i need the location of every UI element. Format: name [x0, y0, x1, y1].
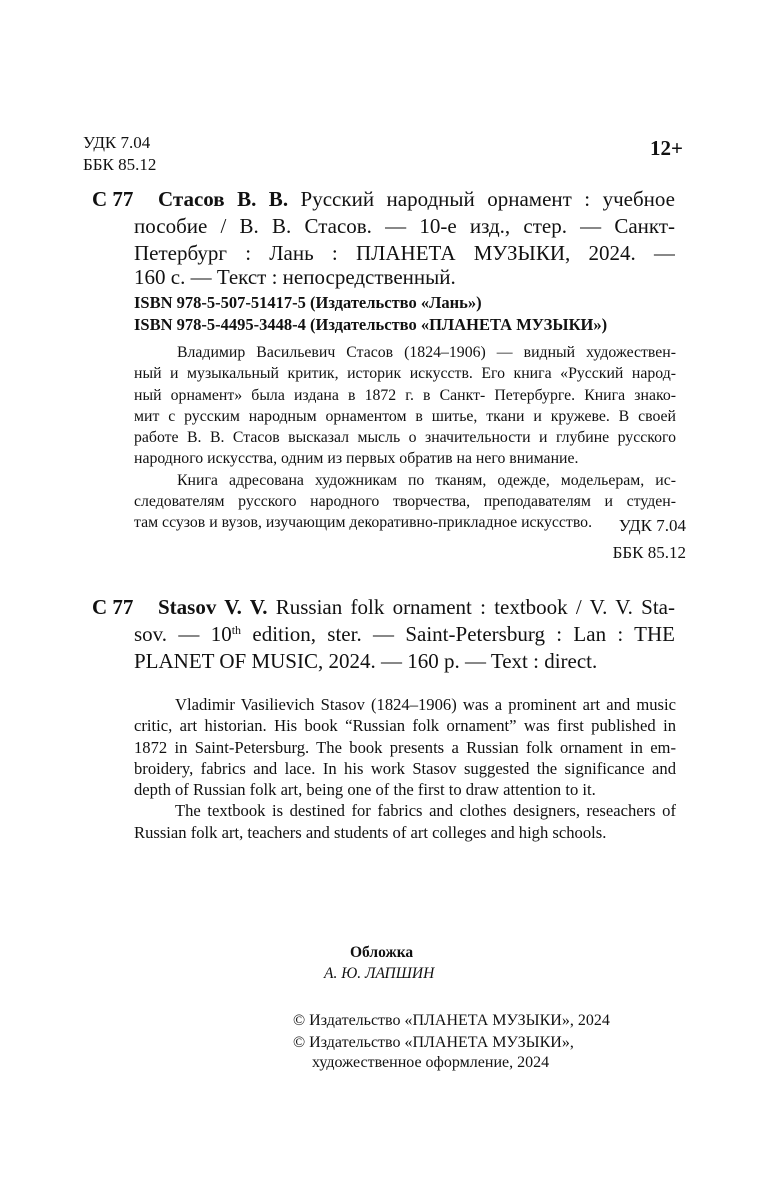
ru-entry-line-3: Петербург : Лань : ПЛАНЕТА МУЗЫКИ, 2024. — [134, 241, 675, 265]
header-bbk: ББК 85.12 [83, 155, 157, 174]
ru-annotation-line: ный и музыкальный критик, историк искусств. Его книга «Русский народ- [134, 365, 676, 383]
en-annotation-line: The textbook is destined for fabrics and clothes designers, reseachers of [175, 801, 676, 821]
isbn-lan: ISBN 978-5-507-51417-5 (Издательство «Лань») [134, 293, 482, 312]
ru-entry-title: Русский народный орнамент : учебное [288, 187, 675, 211]
ru-entry-line-2: пособие / В. В. Стасов. — 10-е изд., стер. — Санкт- [134, 214, 675, 238]
ru-annotation-line: там ссузов и вузов, изучающим декоративно-прикладное искусство. [134, 514, 593, 532]
age-rating: 12+ [650, 136, 683, 160]
cover-label: Обложка [350, 944, 414, 961]
en-annotation-line: Russian folk art, teachers and students of art colleges and high schools. [134, 822, 607, 842]
isbn-planeta-muzyki: ISBN 978-5-4495-3448-4 (Издательство «ПЛАНЕТА МУЗЫКИ») [134, 315, 608, 334]
ru-entry-line-1 [158, 186, 675, 213]
header-udk: УДК 7.04 [83, 133, 151, 152]
ru-annotation-line: Владимир Васильевич Стасов (1824–1906) — видный художествен- [177, 344, 676, 361]
en-entry-line-2 [134, 621, 675, 648]
copyright-3: художественное оформление, 2024 [312, 1054, 550, 1071]
ru-annotation-line: следователям русского народного творчества, преподавателям и студен- [134, 493, 676, 511]
en-annotation-line: depth of Russian folk art, being one of the first to draw attention to it. [134, 780, 596, 800]
en-entry-ordinal-suffix: th [231, 623, 242, 637]
en-annotation-line: critic, art historian. His book “Russian folk ornament” was first published in [134, 716, 676, 736]
cover-artist: А. Ю. ЛАПШИН [324, 965, 435, 982]
ru-entry-line-4: 160 с. — Текст : непосредственный. [134, 265, 456, 289]
ru-annotation-line: ный орнамент» была издана в 1872 г. в Санкт- Петербурге. Книга знако- [134, 386, 676, 404]
en-annotation-line: broidery, fabrics and lace. In his work Stasov suggested the significance and [134, 758, 676, 778]
ru-annotation-line: мит с русским народным орнаментом в шитье, ткани и кружеве. В своей [134, 407, 676, 425]
ru-entry-author: Стасов В. В. [158, 187, 289, 211]
en-entry-line-2-post: edition, ster. — Saint-Petersburg : Lan : THE [241, 622, 675, 646]
ru-entry-codes [500, 512, 686, 566]
ru-entry-bbk: ББК 85.12 [612, 543, 686, 562]
en-entry-line-3: PLANET OF MUSIC, 2024. — 160 p. — Text : direct. [134, 649, 598, 673]
ru-annotation-line: народного искусства, одним из первых обратив на него внимание. [134, 450, 579, 468]
copyright-2: © Издательство «ПЛАНЕТА МУЗЫКИ», [293, 1034, 574, 1051]
copyright-1: © Издательство «ПЛАНЕТА МУЗЫКИ», 2024 [293, 1012, 610, 1029]
en-annotation-line: 1872 in Saint-Petersburg. The book presents a Russian folk ornament in em- [134, 737, 676, 757]
ru-annotation-line: работе В. В. Стасов высказал мысль о значительности и глубине русского [134, 429, 676, 447]
ru-annotation-line: Книга адресована художникам по тканям, одежде, модельерам, ис- [177, 471, 676, 489]
en-annotation [134, 694, 676, 843]
ru-entry-udk: УДК 7.04 [618, 516, 686, 535]
en-entry-author: Stasov V. V. [158, 595, 268, 619]
header-codes [83, 132, 156, 176]
ru-entry-code: С 77 [92, 187, 134, 211]
en-annotation-line: Vladimir Vasilievich Stasov (1824–1906) was a prominent art and music [175, 695, 676, 714]
ru-annotation [134, 342, 676, 534]
en-entry-line-1 [158, 594, 675, 621]
en-entry-line-2-pre: sov. — 10 [134, 622, 232, 646]
en-entry-code: С 77 [92, 595, 134, 619]
en-entry-title: Russian folk ornament : textbook / V. V. Sta- [267, 595, 675, 619]
